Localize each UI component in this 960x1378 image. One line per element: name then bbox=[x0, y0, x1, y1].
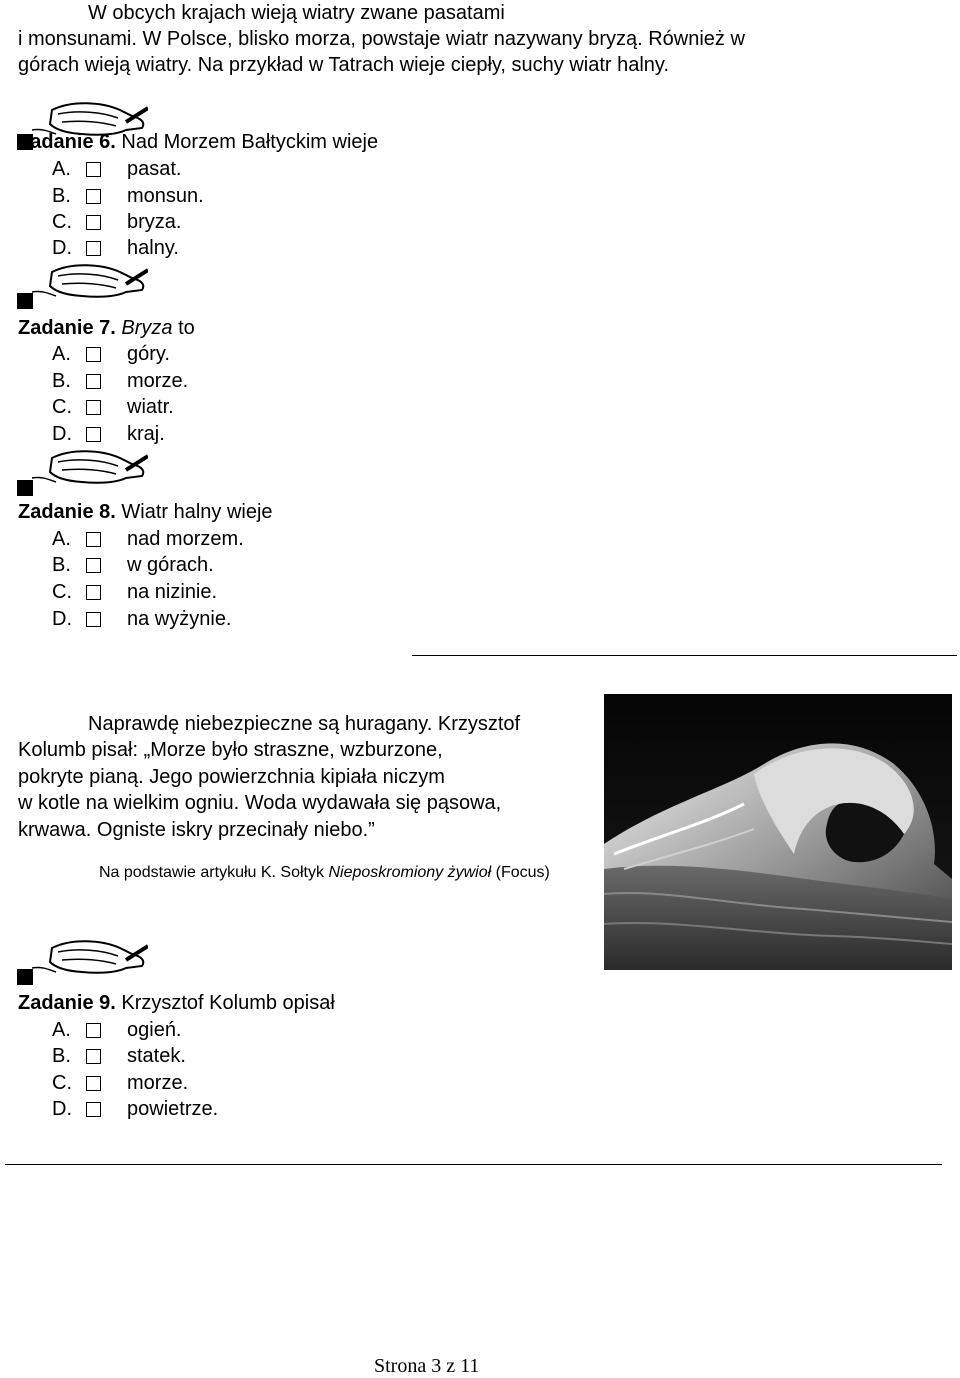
checkbox[interactable] bbox=[86, 1023, 101, 1038]
bottom-divider bbox=[5, 1164, 942, 1165]
option-letter: C. bbox=[52, 1072, 72, 1094]
task9-question: Krzysztof Kolumb opisał bbox=[121, 992, 335, 1014]
reading-line-3: pokryte pianą. Jego powierzchnia kipiała niczym bbox=[18, 766, 445, 788]
option-letter: A. bbox=[52, 343, 71, 365]
checkbox[interactable] bbox=[86, 532, 101, 547]
option-text: morze. bbox=[127, 1072, 189, 1094]
reading-line-2: Kolumb pisał: „Morze było straszne, wzburzone, bbox=[18, 739, 443, 761]
option-text: na wyżynie. bbox=[127, 608, 232, 630]
writing-hand-icon bbox=[22, 448, 148, 494]
option-letter: D. bbox=[52, 608, 72, 630]
option-text: statek. bbox=[127, 1045, 186, 1067]
checkbox[interactable] bbox=[86, 400, 101, 415]
option-letter: A. bbox=[52, 158, 71, 180]
task7-number: Zadanie 7. bbox=[18, 317, 116, 339]
checkbox[interactable] bbox=[86, 585, 101, 600]
option-letter: C. bbox=[52, 211, 72, 233]
source-title: Nieposkromiony żywioł bbox=[328, 864, 492, 881]
option-letter: B. bbox=[52, 370, 71, 392]
option-letter: C. bbox=[52, 396, 72, 418]
ocean-wave-photo bbox=[604, 694, 952, 970]
intro-line-3: górach wieją wiatry. Na przykład w Tatrach wieje ciepły, suchy wiatr halny. bbox=[18, 54, 669, 76]
writing-hand-icon bbox=[22, 938, 148, 984]
task6-number: Zadanie 6. bbox=[18, 131, 116, 153]
intro-line-2: i monsunami. W Polsce, blisko morza, powstaje wiatr nazywany bryzą. Również w bbox=[18, 28, 745, 50]
task8-question: Wiatr halny wieje bbox=[121, 501, 273, 523]
option-text: powietrze. bbox=[127, 1098, 219, 1120]
option-letter: B. bbox=[52, 1045, 71, 1067]
checkbox[interactable] bbox=[86, 612, 101, 627]
checkbox[interactable] bbox=[86, 1049, 101, 1064]
checkbox[interactable] bbox=[86, 347, 101, 362]
option-letter: D. bbox=[52, 237, 72, 259]
task7-title bbox=[18, 315, 195, 341]
checkbox[interactable] bbox=[86, 374, 101, 389]
option-letter: B. bbox=[52, 554, 71, 576]
task9-number: Zadanie 9. bbox=[18, 992, 116, 1014]
checkbox[interactable] bbox=[86, 189, 101, 204]
source-suffix: (Focus) bbox=[495, 864, 550, 881]
option-text: wiatr. bbox=[127, 396, 174, 418]
option-letter: A. bbox=[52, 528, 71, 550]
source-prefix: Na podstawie artykułu K. Sołtyk bbox=[99, 864, 324, 881]
task8-title bbox=[18, 499, 273, 525]
option-letter: D. bbox=[52, 423, 72, 445]
option-text: pasat. bbox=[127, 158, 182, 180]
task7-question: to bbox=[178, 317, 195, 339]
intro-line-1: W obcych krajach wieją wiatry zwane pasatami bbox=[88, 2, 505, 24]
option-letter: A. bbox=[52, 1019, 71, 1041]
checkbox[interactable] bbox=[86, 215, 101, 230]
task-marker-square bbox=[17, 969, 33, 985]
writing-hand-icon bbox=[22, 262, 148, 308]
option-text: kraj. bbox=[127, 423, 165, 445]
task8-number: Zadanie 8. bbox=[18, 501, 116, 523]
option-text: na nizinie. bbox=[127, 581, 218, 603]
reading-line-4: w kotle na wielkim ogniu. Woda wydawała się pąsowa, bbox=[18, 792, 502, 814]
option-text: w górach. bbox=[127, 554, 214, 576]
checkbox[interactable] bbox=[86, 427, 101, 442]
option-text: morze. bbox=[127, 370, 189, 392]
checkbox[interactable] bbox=[86, 1102, 101, 1117]
reading-line-1: Naprawdę niebezpieczne są huragany. Krzysztof bbox=[88, 713, 521, 735]
task-marker-square bbox=[17, 293, 33, 309]
option-text: ogień. bbox=[127, 1019, 182, 1041]
option-text: monsun. bbox=[127, 185, 204, 207]
task6-question: Nad Morzem Bałtyckim wieje bbox=[121, 131, 379, 153]
page-number: Strona 3 z 11 bbox=[374, 1355, 480, 1377]
option-text: góry. bbox=[127, 343, 170, 365]
option-letter: C. bbox=[52, 581, 72, 603]
task9-title bbox=[18, 990, 335, 1016]
reading-line-5: krwawa. Ogniste iskry przecinały niebo.” bbox=[18, 819, 375, 841]
task6-title bbox=[18, 129, 378, 155]
option-text: halny. bbox=[127, 237, 179, 259]
option-letter: B. bbox=[52, 185, 71, 207]
checkbox[interactable] bbox=[86, 162, 101, 177]
section-divider bbox=[412, 655, 957, 656]
option-text: nad morzem. bbox=[127, 528, 244, 550]
option-letter: D. bbox=[52, 1098, 72, 1120]
task-marker-square bbox=[17, 480, 33, 496]
task7-italic-term: Bryza bbox=[121, 317, 173, 339]
checkbox[interactable] bbox=[86, 1076, 101, 1091]
checkbox[interactable] bbox=[86, 558, 101, 573]
option-text: bryza. bbox=[127, 211, 182, 233]
checkbox[interactable] bbox=[86, 241, 101, 256]
reading-source bbox=[99, 864, 550, 882]
